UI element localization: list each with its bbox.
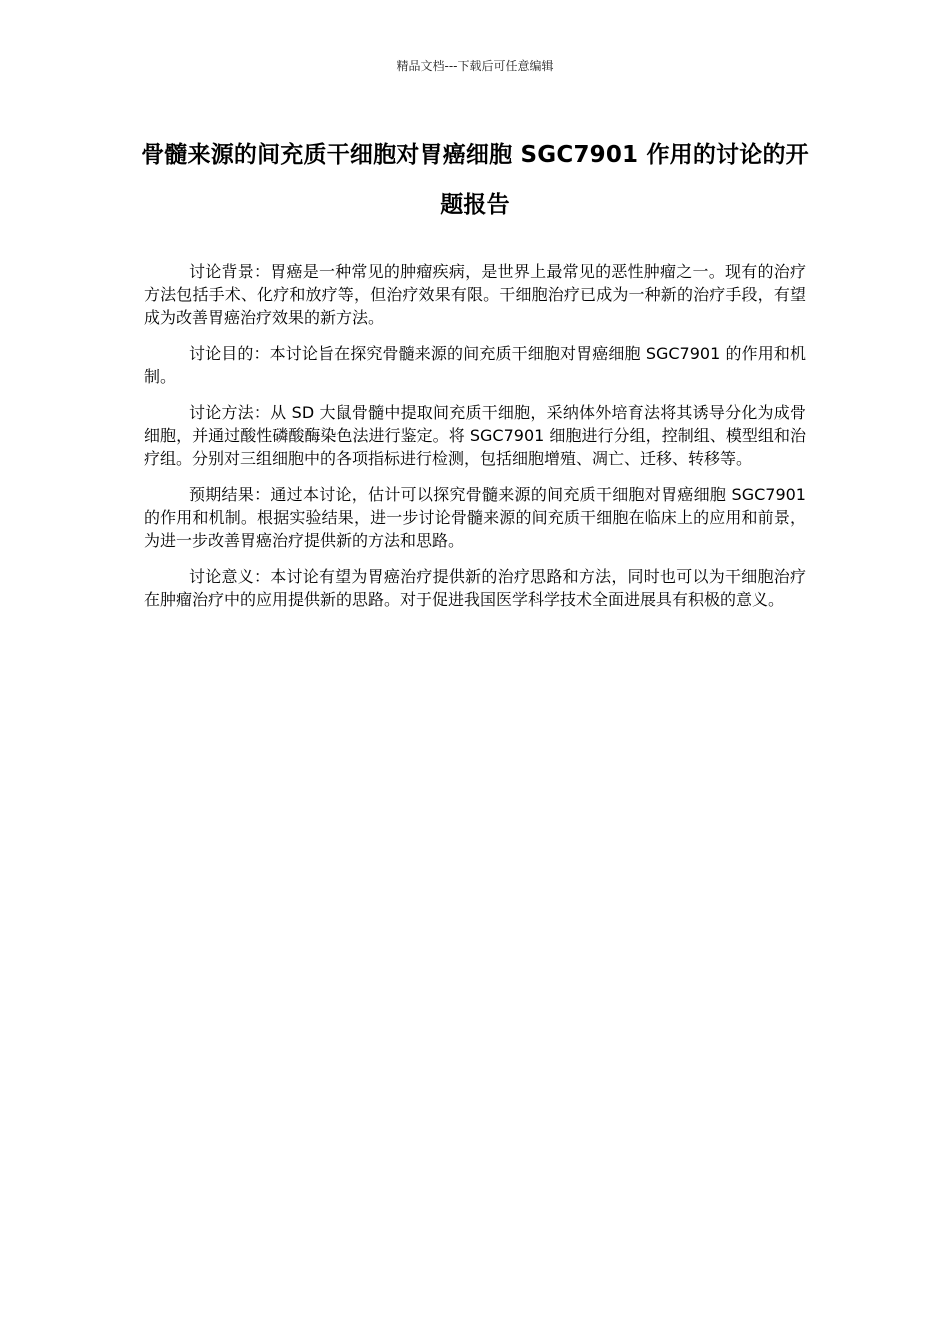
document-body (144, 260, 806, 624)
paragraph-method: 讨论方法：从 SD 大鼠骨髓中提取间充质干细胞，采纳体外培育法将其诱导分化为成骨细胞，并通过酸性磷酸酶染色法进行鉴定。将 SGC7901 细胞进行分组，控制组、模型组和治疗组。分别对三组细胞中的各项指标进行检测，包括细胞增殖、凋亡、迁移、转移等。 (144, 403, 806, 468)
paragraph-background: 讨论背景：胃癌是一种常见的肿瘤疾病，是世界上最常见的恶性肿瘤之一。现有的治疗方法包括手术、化疗和放疗等，但治疗效果有限。干细胞治疗已成为一种新的治疗手段，有望成为改善胃癌治疗效果的新方法。 (144, 262, 806, 327)
document-title: 骨髓来源的间充质干细胞对胃癌细胞 SGC7901 作用的讨论的开题报告 (141, 142, 809, 218)
paragraph-purpose: 讨论目的：本讨论旨在探究骨髓来源的间充质干细胞对胃癌细胞 SGC7901 的作用和机制。 (144, 344, 806, 386)
header-note: 精品文档---下载后可任意编辑 (396, 59, 554, 73)
paragraph-expected-results: 预期结果：通过本讨论，估计可以探究骨髓来源的间充质干细胞对胃癌细胞 SGC7901 的作用和机制。根据实验结果，进一步讨论骨髓来源的间充质干细胞在临床上的应用和前景，为进一步改善胃癌治疗提供新的方法和思路。 (144, 485, 806, 550)
paragraph-significance: 讨论意义：本讨论有望为胃癌治疗提供新的治疗思路和方法，同时也可以为干细胞治疗在肿瘤治疗中的应用提供新的思路。对于促进我国医学科学技术全面进展具有积极的意义。 (144, 567, 806, 609)
